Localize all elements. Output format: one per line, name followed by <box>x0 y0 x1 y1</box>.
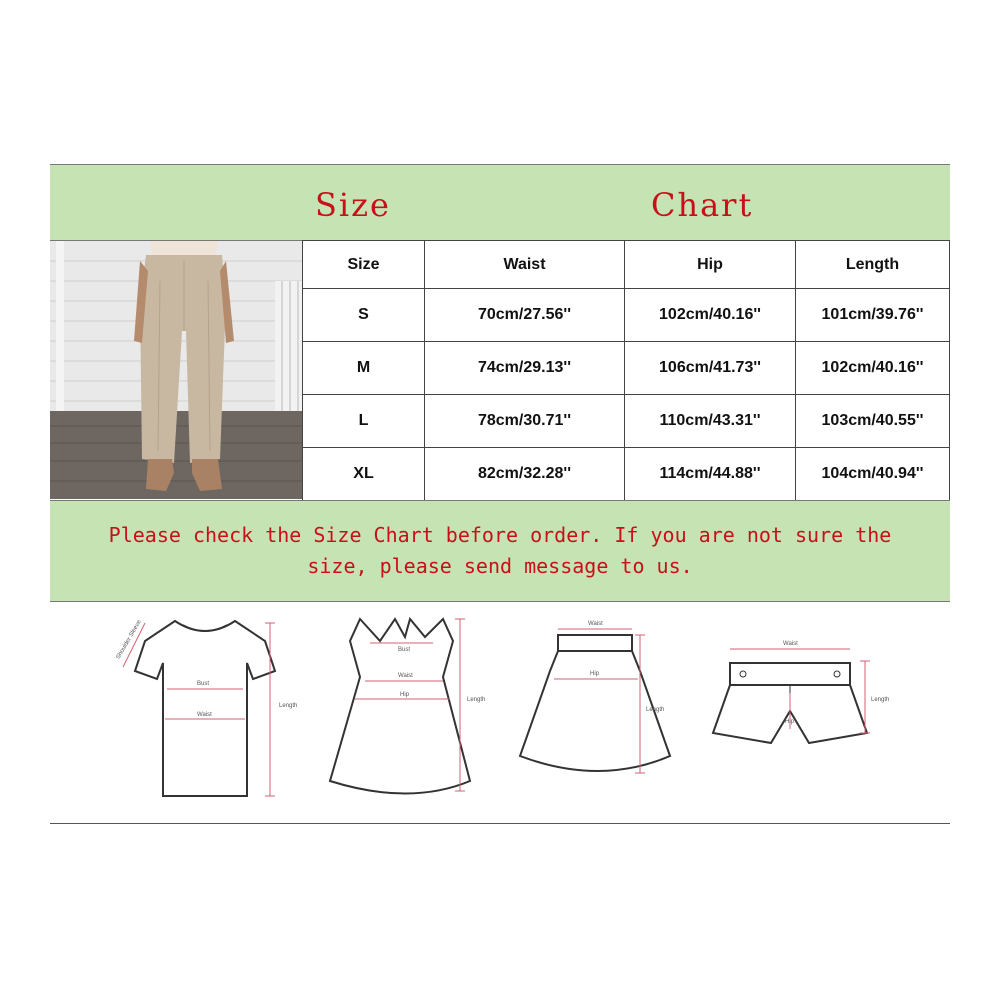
product-photo-beige-pants-icon <box>50 241 302 499</box>
shorts-length-label: Length <box>871 697 890 703</box>
cell-length: 103cm/40.55'' <box>796 395 950 448</box>
table-header-row <box>303 241 950 289</box>
cell-size: XL <box>303 448 425 501</box>
skirt-hip-label: Hip <box>590 671 600 677</box>
cell-length: 102cm/40.16'' <box>796 342 950 395</box>
size-table <box>302 240 950 501</box>
size-note-line-2: size, please send message to us. <box>307 554 693 578</box>
cell-length: 104cm/40.94'' <box>796 448 950 501</box>
skirt-waist-label: Waist <box>588 621 603 627</box>
cell-waist: 70cm/27.56'' <box>425 289 625 342</box>
table-row <box>303 448 950 501</box>
cell-waist: 82cm/32.28'' <box>425 448 625 501</box>
tshirt-sleeve-label: Shoulder Sleeve <box>115 619 143 661</box>
tshirt-waist-label: Waist <box>197 712 212 718</box>
dress-hip-label: Hip <box>400 692 410 698</box>
cell-hip: 114cm/44.88'' <box>625 448 796 501</box>
dress-length-label: Length <box>467 697 486 703</box>
cell-hip: 110cm/43.31'' <box>625 395 796 448</box>
product-photo <box>50 240 302 499</box>
size-note <box>50 520 950 582</box>
column-header-size: Size <box>303 241 425 289</box>
dress-waist-label: Waist <box>398 673 413 679</box>
cell-waist: 74cm/29.13'' <box>425 342 625 395</box>
table-row <box>303 289 950 342</box>
table-row <box>303 342 950 395</box>
column-header-hip: Hip <box>625 241 796 289</box>
tshirt-length-label: Length <box>279 703 298 709</box>
shorts-waist-label: Waist <box>783 641 798 647</box>
cell-size: S <box>303 289 425 342</box>
tshirt-bust-label: Bust <box>197 681 210 687</box>
column-header-waist: Waist <box>425 241 625 289</box>
shorts-hip-label: Hip <box>785 719 795 725</box>
cell-waist: 78cm/30.71'' <box>425 395 625 448</box>
skirt-length-label: Length <box>646 707 665 713</box>
table-row <box>303 395 950 448</box>
header-band <box>50 164 950 241</box>
dress-bust-label: Bust <box>398 647 411 653</box>
cell-size: L <box>303 395 425 448</box>
tshirt-diagram-icon <box>105 601 305 811</box>
cell-size: M <box>303 342 425 395</box>
measurement-diagrams <box>50 601 950 824</box>
title-chart: Chart <box>651 186 754 224</box>
cell-hip: 106cm/41.73'' <box>625 342 796 395</box>
size-note-line-1: Please check the Size Chart before order. If you are not sure the <box>108 523 892 547</box>
column-header-length: Length <box>796 241 950 289</box>
title-size: Size <box>315 186 391 224</box>
cell-hip: 102cm/40.16'' <box>625 289 796 342</box>
shorts-diagram-icon <box>705 601 905 811</box>
cell-length: 101cm/39.76'' <box>796 289 950 342</box>
skirt-diagram-icon <box>510 601 680 811</box>
dress-diagram-icon <box>325 601 495 811</box>
